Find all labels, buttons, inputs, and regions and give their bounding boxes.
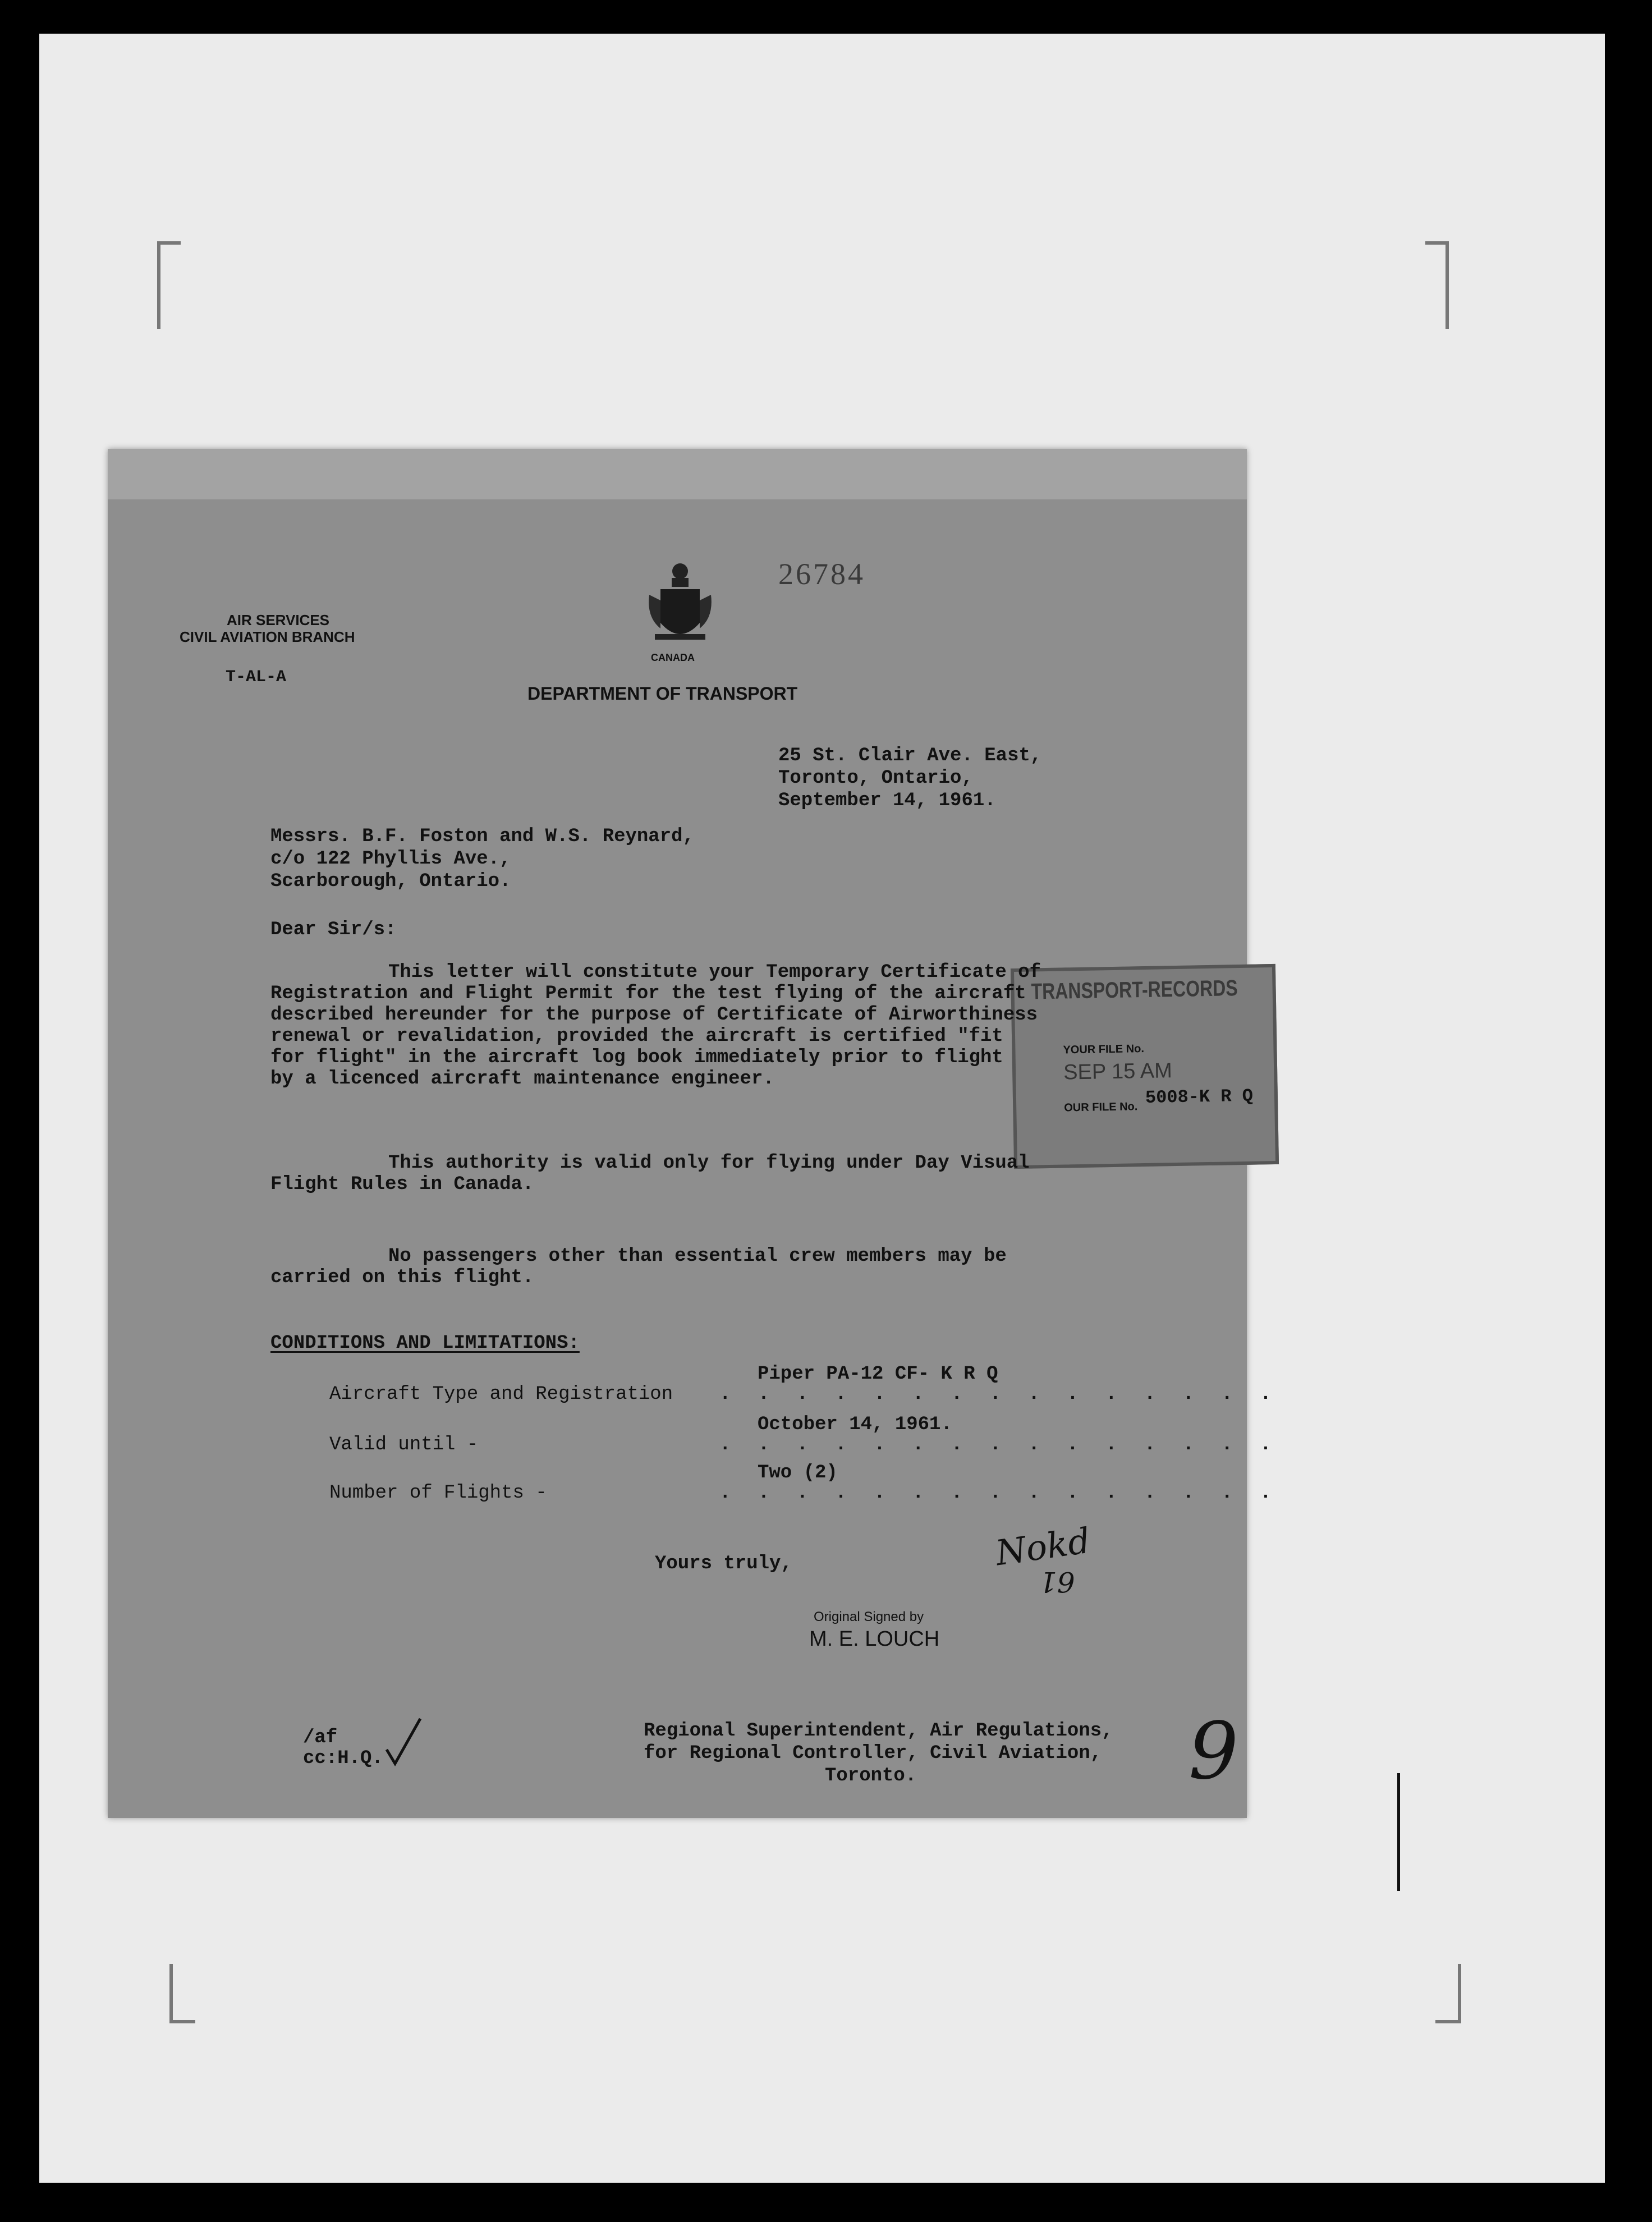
stamp-date: SEP 15 AM bbox=[1063, 1059, 1173, 1085]
condition-label-3: Number of Flights - bbox=[329, 1482, 547, 1504]
crest-label: CANADA bbox=[651, 652, 695, 663]
signer-name: M. E. LOUCH bbox=[809, 1627, 940, 1651]
our-file-value: 5008-K R Q bbox=[1145, 1085, 1254, 1108]
sender-city: Toronto, Ontario, bbox=[778, 768, 973, 789]
condition-value-1: Piper PA-12 CF- K R Q bbox=[758, 1364, 998, 1385]
checkmark-icon bbox=[384, 1716, 423, 1766]
letter-date: September 14, 1961. bbox=[778, 790, 996, 811]
body-p3-line-1: No passengers other than essential crew members may be bbox=[388, 1246, 1007, 1267]
carbon-copy: cc:H.Q. bbox=[303, 1748, 383, 1769]
branch-line-2: CIVIL AVIATION BRANCH bbox=[180, 628, 355, 645]
condition-dots-3: . . . . . . . . . . . . . . . bbox=[719, 1482, 1279, 1504]
body-p2-line-1: This authority is valid only for flying under Day Visual bbox=[388, 1153, 1030, 1174]
signer-title-1: Regional Superintendent, Air Regulations, bbox=[644, 1720, 1113, 1742]
your-file-label: YOUR FILE No. bbox=[1063, 1043, 1145, 1057]
condition-label-1: Aircraft Type and Registration bbox=[329, 1384, 673, 1405]
signer-title-2: for Regional Controller, Civil Aviation, bbox=[644, 1743, 1102, 1764]
sheet-top-edge bbox=[108, 449, 1247, 499]
stamp-title: TRANSPORT-RECORDS bbox=[1031, 976, 1238, 1004]
condition-label-2: Valid until - bbox=[329, 1434, 479, 1456]
letter-sheet bbox=[108, 449, 1279, 1818]
body-p1-line-5: for flight" in the aircraft log book immediately prior to flight bbox=[270, 1047, 1003, 1068]
condition-value-2: October 14, 1961. bbox=[758, 1414, 952, 1435]
department-heading: DEPARTMENT OF TRANSPORT bbox=[527, 683, 798, 704]
handwritten-note: Nokd bbox=[993, 1519, 1093, 1574]
body-p2-line-2: Flight Rules in Canada. bbox=[270, 1174, 534, 1195]
margin-line bbox=[1397, 1773, 1400, 1891]
body-p3-line-2: carried on this flight. bbox=[270, 1267, 534, 1288]
sender-street: 25 St. Clair Ave. East, bbox=[778, 745, 1042, 766]
recipient-line-3: Scarborough, Ontario. bbox=[270, 871, 511, 892]
crop-mark-top-left bbox=[157, 241, 181, 329]
crop-mark-lower-left bbox=[169, 1964, 195, 2023]
crop-mark-top-right bbox=[1425, 241, 1449, 329]
page-number-mark: 9 bbox=[1188, 1706, 1239, 1797]
branch-code: T-AL-A bbox=[226, 668, 287, 687]
document-number: 26784 bbox=[778, 557, 865, 591]
original-signed-label: Original Signed by bbox=[814, 1609, 924, 1624]
canada-coat-of-arms-icon bbox=[644, 561, 717, 651]
transport-records-stamp bbox=[1011, 964, 1279, 1169]
conditions-heading: CONDITIONS AND LIMITATIONS: bbox=[270, 1333, 580, 1354]
closing-yours-truly: Yours truly, bbox=[655, 1553, 792, 1574]
our-file-label: OUR FILE No. bbox=[1064, 1100, 1138, 1114]
body-p1-line-4: renewal or revalidation, provided the aircraft is certified "fit bbox=[270, 1026, 1003, 1047]
body-p1-line-1: This letter will constitute your Temporary Certificate of bbox=[388, 962, 1041, 983]
body-p1-line-6: by a licenced aircraft maintenance engineer. bbox=[270, 1068, 774, 1090]
body-p1-line-2: Registration and Flight Permit for the test flying of the aircraft bbox=[270, 983, 1026, 1004]
recipient-line-1: Messrs. B.F. Foston and W.S. Reynard, bbox=[270, 826, 694, 847]
typist-initials: /af bbox=[303, 1727, 338, 1748]
crop-mark-lower-right bbox=[1435, 1964, 1461, 2023]
condition-dots-2: . . . . . . . . . . . . . . . bbox=[719, 1434, 1279, 1456]
recipient-line-2: c/o 122 Phyllis Ave., bbox=[270, 848, 511, 870]
signer-title-3: Toronto. bbox=[825, 1765, 917, 1787]
condition-dots-1: . . . . . . . . . . . . . . . bbox=[719, 1384, 1279, 1405]
salutation: Dear Sir/s: bbox=[270, 919, 397, 940]
handwritten-note-2: 61 bbox=[1039, 1566, 1075, 1598]
body-p1-line-3: described hereunder for the purpose of Certificate of Airworthiness bbox=[270, 1004, 1038, 1026]
condition-value-3: Two (2) bbox=[758, 1462, 838, 1484]
branch-line-1: AIR SERVICES bbox=[227, 612, 330, 628]
